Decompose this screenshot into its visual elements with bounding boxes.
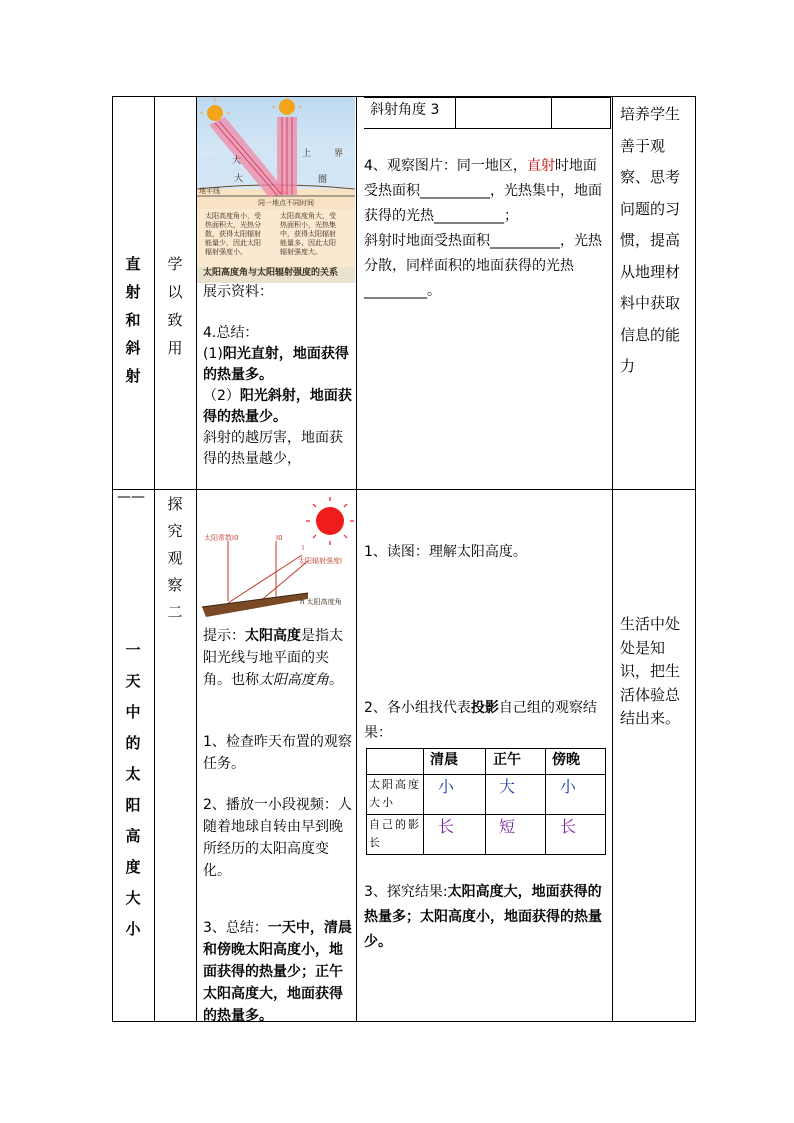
figure-caption: 太阳高度角与太阳辐射强度的关系 xyxy=(203,268,339,278)
summary-item-1: (1)阳光直射，地面获得的热量多。 xyxy=(203,346,349,383)
figure-note-right: 辐射强度大。 xyxy=(280,248,322,256)
table-bottom-border xyxy=(112,1021,696,1022)
table-left-border xyxy=(112,96,113,1022)
mini-table-border xyxy=(364,97,611,98)
group-text: 2、各小组找代表投影自己组的观察结果： xyxy=(364,700,597,741)
show-material-label: 展示资料： xyxy=(203,284,273,300)
figure-label: I xyxy=(302,544,305,552)
table-cell: 长 xyxy=(560,817,577,836)
figure-note-right: 太阳高度角大，受 xyxy=(280,212,336,220)
table-header: 正午 xyxy=(493,752,521,768)
figure-note-right: 能量多，因此太阳 xyxy=(280,239,336,247)
figure-word: 界 xyxy=(334,149,344,159)
sun-icon xyxy=(306,497,354,545)
mini-table-border xyxy=(364,128,611,129)
table-right-border xyxy=(695,96,696,1022)
figure-label: h 太阳高度角 xyxy=(300,598,342,606)
row2-col1-title: 一天中的太阳高度大小 xyxy=(125,641,141,938)
figure-note-left: 辐射强度小。 xyxy=(205,248,247,256)
row2-col2-title: 探究观察二 xyxy=(167,495,183,621)
figure-note-left: 能量少，因此太阳 xyxy=(205,239,261,247)
step-1: 1、检查昨天布置的观察任务。 xyxy=(203,734,352,772)
figure-note-left: 散，获得太阳辐射 xyxy=(205,230,261,238)
mini-table-border xyxy=(551,97,552,128)
mini-table-cell: 斜射角度 3 xyxy=(370,102,440,118)
table-cell: 大 xyxy=(499,777,516,796)
figure-word: 大 xyxy=(234,174,244,184)
observation-text: 4、观察图片：同一地区，直射时地面受热面积__________，光热集中，地面获得的光热__________； 斜射时地面受热面积__________，光热分散，同样面积的地面获得的光热_________。 xyxy=(364,158,602,299)
figure-label: 太阳常数I0 xyxy=(204,534,239,542)
figure-label: 太阳辐射强度I xyxy=(298,557,343,565)
row1-col1-title: 直射和斜射 xyxy=(125,255,141,385)
step-3: 3、总结：一天中，清晨和傍晚太阳高度小，地面获得的热量少；正午太阳高度大，地面获得的热量多。 xyxy=(203,920,352,1024)
figure-note-right: 中，获得太阳辐射 xyxy=(280,230,336,238)
result-text: 3、探究结果:太阳高度大，地面获得的热量多；太阳高度小，地面获得的热量少。 xyxy=(364,884,602,950)
figure-word: 大 xyxy=(232,156,242,166)
table-cell: 短 xyxy=(499,817,516,836)
table-col-divider xyxy=(154,96,155,1022)
figure-word: 上 xyxy=(302,149,312,159)
table-header: 傍晚 xyxy=(552,752,580,768)
table-cell: 小 xyxy=(560,777,577,796)
step-2: 2、播放一小段视频：人随着地球自转由早到晚所经历的太阳高度变化。 xyxy=(203,797,352,879)
figure-word: 同一地点不同时间 xyxy=(258,199,314,207)
figure-note-right: 热面积小，光热集 xyxy=(280,221,336,229)
mini-table-border xyxy=(455,97,456,128)
row1-col2-title: 学以致用 xyxy=(167,255,183,357)
table-cell: 长 xyxy=(438,817,455,836)
figure-note-left: 热面积大，光热分 xyxy=(205,221,261,229)
figure-word: 地平线 xyxy=(199,187,220,195)
table-col-divider xyxy=(612,96,613,1022)
mini-table-border xyxy=(610,97,611,128)
figure-word: 圈 xyxy=(318,175,328,185)
figure-label: I0 xyxy=(276,534,283,542)
table-row-label: 自己的影长 xyxy=(369,818,421,849)
summary-item-2: （2）阳光斜射，地面获得的热量少。 xyxy=(203,388,352,425)
table-col-divider xyxy=(356,96,357,1022)
hint-text: 提示：太阳高度是指太阳光线与地平面的夹角。也称太阳高度角。 xyxy=(203,628,343,688)
table-row-label: 太阳高度大小 xyxy=(369,778,421,809)
figure-note-left: 太阳高度角小，受 xyxy=(205,212,261,220)
table-cell: 小 xyxy=(438,777,455,796)
row1-goal: 培养学生善于观察、思考问题的习惯，提高从地理材料中获取信息的能力 xyxy=(620,105,681,375)
row2-col1-dash: —— xyxy=(117,489,145,505)
table-row-divider xyxy=(112,489,696,490)
table-header: 清晨 xyxy=(430,752,458,768)
summary-item-3: 斜射的越厉害，地面获得的热量越少， xyxy=(203,430,343,467)
read-figure-text: 1、读图：理解太阳高度。 xyxy=(364,544,527,560)
summary-title: 4.总结： xyxy=(203,325,259,341)
row2-goal: 生活中处处是知识，把生活体验总结出来。 xyxy=(620,615,681,727)
